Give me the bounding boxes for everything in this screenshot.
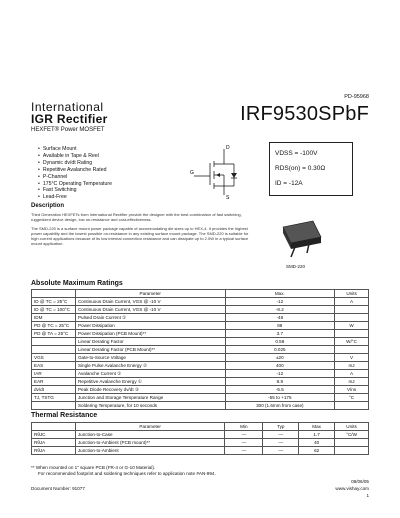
table-cell: TJ, TSTG	[32, 394, 76, 402]
table-cell: 40	[299, 439, 335, 447]
table-cell	[335, 314, 369, 322]
table-cell: °C/W	[335, 431, 369, 439]
drain-label: D	[226, 145, 230, 151]
description-text	[31, 212, 253, 250]
table-cell: -12	[225, 370, 335, 378]
table-row	[32, 346, 369, 354]
table-cell: ±20	[225, 354, 335, 362]
table-cell: -12	[225, 298, 335, 306]
package-label: SMD-220	[286, 264, 306, 269]
feature-item: • 175°C Operating Temperature	[38, 181, 112, 188]
table-cell: Continuous Drain Current, VGS @ -10 V	[75, 306, 225, 314]
table-cell: °C	[335, 394, 369, 402]
table-cell	[32, 338, 76, 346]
table-cell: Junction-to-Ambient (PCB mount)**	[75, 439, 225, 447]
footnote-1: ** When mounted on 1" square PCB (FR-4 or G-10 Material).	[31, 465, 156, 470]
table-cell: IAR	[32, 370, 76, 378]
table-row	[32, 322, 369, 330]
table-cell: PD @ TC = 25°C	[32, 322, 76, 330]
table-header-row	[32, 290, 369, 298]
table-header: Max.	[225, 290, 335, 298]
description-paragraph: The SMD-220 is a surface mount power package capable of accommodating die sizes up to HEX-4. It provides the highest power capability and the lowest possible on-resistance in any existing surface mount package. The SMD-220 is suitable for high current applications because of its low internal connection resistance and can dissipate up to 2.0W in a typical surface mount application.	[31, 226, 249, 246]
table-cell	[335, 330, 369, 338]
rds-spec: RDS(on) = 0.30Ω	[275, 165, 326, 172]
website-link[interactable]: www.vishay.com	[335, 486, 369, 491]
feature-item: • Dynamic dv/dt Rating	[38, 160, 112, 167]
table-cell: A	[335, 298, 369, 306]
table-row	[32, 314, 369, 322]
logo-line-2: IGR Rectifier	[31, 112, 108, 126]
table-header-row	[32, 423, 369, 431]
table-cell: 0.59	[225, 338, 335, 346]
thermal-heading: Thermal Resistance	[31, 412, 98, 419]
table-cell: Pulsed Drain Current ①	[75, 314, 225, 322]
description-heading: Description	[31, 203, 65, 209]
feature-item: • P-Channel	[38, 174, 112, 181]
part-number: IRF9530SPbF	[240, 103, 369, 125]
table-cell	[335, 447, 369, 455]
table-header: Min	[225, 423, 263, 431]
table-row	[32, 330, 369, 338]
table-row	[32, 354, 369, 362]
gate-label: G	[190, 170, 194, 176]
table-row	[32, 439, 369, 447]
table-cell: mJ	[335, 378, 369, 386]
table-cell	[32, 346, 76, 354]
feature-item: • Lead-Free	[38, 194, 112, 201]
description-paragraph: Third Generation HEXFETs from International Rectifier provide the designer with the best combination of fast switching, ruggedized device design, low on-resistance and cost-effectiveness.	[31, 212, 242, 222]
table-cell: V/ns	[335, 386, 369, 394]
table-row	[32, 431, 369, 439]
table-cell: 0.025	[225, 346, 335, 354]
mosfet-symbol-icon	[190, 143, 246, 201]
table-cell: RθJA	[32, 447, 76, 455]
footnote-2: For recommended footprint and soldering techniques refer to application note #AN-994.	[38, 471, 216, 476]
table-cell: A	[335, 370, 369, 378]
table-cell: Single Pulse Avalanche Energy ②	[75, 362, 225, 370]
table-cell: 3.7	[225, 330, 335, 338]
table-row	[32, 386, 369, 394]
table-row	[32, 447, 369, 455]
table-cell	[335, 439, 369, 447]
package-image-icon	[273, 213, 325, 261]
table-cell: 300 (1.6mm from case)	[225, 402, 335, 410]
table-header: Parameter	[75, 423, 225, 431]
table-cell	[335, 402, 369, 410]
table-header: Parameter	[75, 290, 225, 298]
table-cell: W	[335, 322, 369, 330]
table-row	[32, 378, 369, 386]
table-cell: Avalanche Current ①	[75, 370, 225, 378]
table-row	[32, 402, 369, 410]
table-cell: VGS	[32, 354, 76, 362]
table-row	[32, 338, 369, 346]
table-cell: —	[225, 439, 263, 447]
table-cell: W/°C	[335, 338, 369, 346]
table-cell: Power Dissipation	[75, 322, 225, 330]
table-cell	[335, 306, 369, 314]
id-spec: ID = -12A	[275, 180, 303, 187]
table-cell: RθJA	[32, 439, 76, 447]
page-number: 1	[366, 493, 369, 498]
table-cell: Continuous Drain Current, VGS @ -10 V	[75, 298, 225, 306]
table-cell: -55 to +175	[225, 394, 335, 402]
table-cell: Gate-to-Source Voltage	[75, 354, 225, 362]
table-header: Units	[335, 290, 369, 298]
table-header: Units	[335, 423, 369, 431]
abs-max-heading: Absolute Maximum Ratings	[31, 280, 123, 287]
pd-number: PD-95968	[344, 94, 369, 100]
table-cell: dv/dt	[32, 386, 76, 394]
table-header: Max	[299, 423, 335, 431]
document-number: Document Number: 91077	[31, 486, 85, 491]
table-header	[32, 423, 76, 431]
table-header	[32, 290, 76, 298]
spec-box	[269, 142, 353, 196]
table-cell: 400	[225, 362, 335, 370]
source-label: S	[226, 195, 230, 201]
table-cell: —	[263, 431, 299, 439]
table-cell: —	[225, 447, 263, 455]
table-cell	[335, 346, 369, 354]
features-list	[38, 146, 112, 201]
table-cell: 88	[225, 322, 335, 330]
table-cell: -5.5	[225, 386, 335, 394]
table-row	[32, 306, 369, 314]
revision-date: 08/06/05	[351, 479, 369, 484]
table-cell: mJ	[335, 362, 369, 370]
feature-item: • Surface Mount	[38, 146, 112, 153]
table-cell: Power Dissipation (PCB Mount)**	[75, 330, 225, 338]
table-cell: Linear Derating Factor (PCB Mount)**	[75, 346, 225, 354]
table-cell: Junction-to-Case	[75, 431, 225, 439]
table-cell: 8.8	[225, 378, 335, 386]
table-cell: 62	[299, 447, 335, 455]
table-row	[32, 394, 369, 402]
feature-item: • Repetitive Avalanche Rated	[38, 167, 112, 174]
table-cell: EAR	[32, 378, 76, 386]
table-cell: ID @ TC = 100°C	[32, 306, 76, 314]
table-cell: RθJC	[32, 431, 76, 439]
table-cell: Peak Diode Recovery dv/dt ③	[75, 386, 225, 394]
logo-line-1: International	[31, 100, 104, 114]
table-cell: Linear Derating Factor	[75, 338, 225, 346]
table-cell: Junction-to-Ambient	[75, 447, 225, 455]
table-row	[32, 370, 369, 378]
hexfet-label: HEXFET® Power MOSFET	[31, 127, 105, 133]
table-header: Typ	[263, 423, 299, 431]
abs-max-table	[31, 289, 369, 410]
thermal-body	[32, 431, 369, 455]
table-row	[32, 362, 369, 370]
feature-item: • Available in Tape & Reel	[38, 153, 112, 160]
table-row	[32, 298, 369, 306]
table-cell: V	[335, 354, 369, 362]
table-cell: —	[263, 447, 299, 455]
table-cell: Junction and Storage Temperature Range	[75, 394, 225, 402]
table-cell: —	[263, 439, 299, 447]
table-cell: -8.2	[225, 306, 335, 314]
abs-max-body	[32, 298, 369, 410]
table-cell: PD @ TA = 25°C	[32, 330, 76, 338]
table-cell: 1.7	[299, 431, 335, 439]
vdss-spec: VDSS = -100V	[275, 150, 318, 157]
thermal-table	[31, 422, 369, 455]
table-cell: Soldering Temperature, for 10 seconds	[75, 402, 225, 410]
table-cell: -48	[225, 314, 335, 322]
table-cell: IDM	[32, 314, 76, 322]
table-cell	[32, 402, 76, 410]
table-cell: Repetitive Avalanche Energy ①	[75, 378, 225, 386]
table-cell: EAS	[32, 362, 76, 370]
feature-item: • Fast Switching	[38, 187, 112, 194]
table-cell: —	[225, 431, 263, 439]
table-cell: ID @ TC = 25°C	[32, 298, 76, 306]
